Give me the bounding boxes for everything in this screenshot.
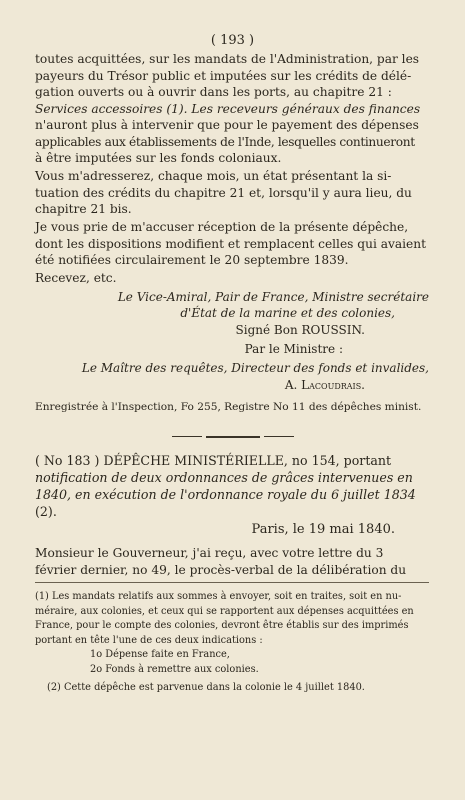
closing-formula: Recevez, etc. xyxy=(35,271,117,285)
paragraph-2 xyxy=(35,168,429,218)
footnote-line: 1o Dépense faite en France, xyxy=(90,649,230,660)
footnote-line: portant en tête l'une de ces deux indications : xyxy=(35,634,263,646)
text-line: notification de deux ordonnances de grâces intervenues en xyxy=(35,470,413,485)
text-line: été notifiées circulairement le 20 septembre 1839. xyxy=(35,253,349,267)
text-line: Monsieur le Gouverneur, j'ai reçu, avec votre lettre du 3 xyxy=(35,546,384,560)
signature-name: Signé Bon ROUSSIN. xyxy=(235,323,365,337)
text-line: ( No 183 ) DÉPÊCHE MINISTÉRIELLE, no 154, portant xyxy=(35,453,392,468)
footnote-line: 2o Fonds à remettre aux colonies. xyxy=(90,663,259,675)
text-line: Je vous prie de m'accuser réception de la présente dépêche, xyxy=(35,220,409,234)
paragraph-3 xyxy=(35,219,429,269)
footnote-line: (2) Cette dépêche est parvenue dans la colonie le 4 juillet 1840. xyxy=(47,682,365,693)
footnote-separator xyxy=(35,582,429,583)
text-line: (2). xyxy=(35,504,57,519)
text-line: février dernier, no 49, le procès-verbal de la délibération du xyxy=(35,562,407,577)
text-line: payeurs du Trésor public et imputées sur les crédits de délé- xyxy=(35,68,412,83)
signature-line: Le Maître des requêtes, Directeur des fonds et invalides, xyxy=(81,361,429,375)
text-line: Vous m'adresserez, chaque mois, un état présentant la si- xyxy=(35,169,392,183)
text-line: n'auront plus à intervenir que pour le payement des dépenses xyxy=(35,118,419,132)
signature-line: Le Vice-Amiral, Pair de France, Ministre secrétaire xyxy=(117,290,429,304)
text-line: à être imputées sur les fonds coloniaux. xyxy=(35,151,282,165)
by-minister-line: Par le Ministre : xyxy=(244,342,343,356)
section-divider xyxy=(206,436,260,438)
footnote-line: France, pour le compte des colonies, devront être établis sur des imprimés xyxy=(35,620,409,631)
text-line: tuation des crédits du chapitre 21 et, lorsqu'il y aura lieu, du xyxy=(35,185,412,200)
signature-name: A. Lacoudrais. xyxy=(284,378,365,392)
dateline: Paris, le 19 mai 1840. xyxy=(251,522,395,537)
text-line: 1840, en exécution de l'ordonnance royale du 6 juillet 1834 xyxy=(35,487,416,502)
paragraph-4 xyxy=(35,545,429,578)
text-line: Services accessoires (1). Les receveurs généraux des finances xyxy=(35,101,421,116)
text-line: applicables aux établissements de l'Inde, lesquelles continueront xyxy=(35,134,415,149)
paragraph-1 xyxy=(35,51,429,167)
registration-note: Enregistrée à l'Inspection, Fo 255, Registre No 11 des dépêches minist. xyxy=(35,401,422,413)
text-line: gation ouverts ou à ouvrir dans les ports, au chapitre 21 : xyxy=(35,85,392,99)
page-number: ( 193 ) xyxy=(210,33,255,48)
dispatch-heading xyxy=(35,452,429,520)
text-line: toutes acquittées, sur les mandats de l'Administration, par les xyxy=(35,52,420,66)
text-line: chapitre 21 bis. xyxy=(35,202,132,216)
signature-line: d'État de la marine et des colonies, xyxy=(180,306,395,320)
text-line: dont les dispositions modifient et remplacent celles qui avaient xyxy=(35,236,426,251)
footnotes xyxy=(35,590,429,696)
footnote-line: (1) Les mandats relatifs aux sommes à envoyer, soit en traites, soit en nu- xyxy=(35,591,402,602)
footnote-line: méraire, aux colonies, et ceux qui se rapportent aux dépenses acquittées en xyxy=(35,605,414,617)
